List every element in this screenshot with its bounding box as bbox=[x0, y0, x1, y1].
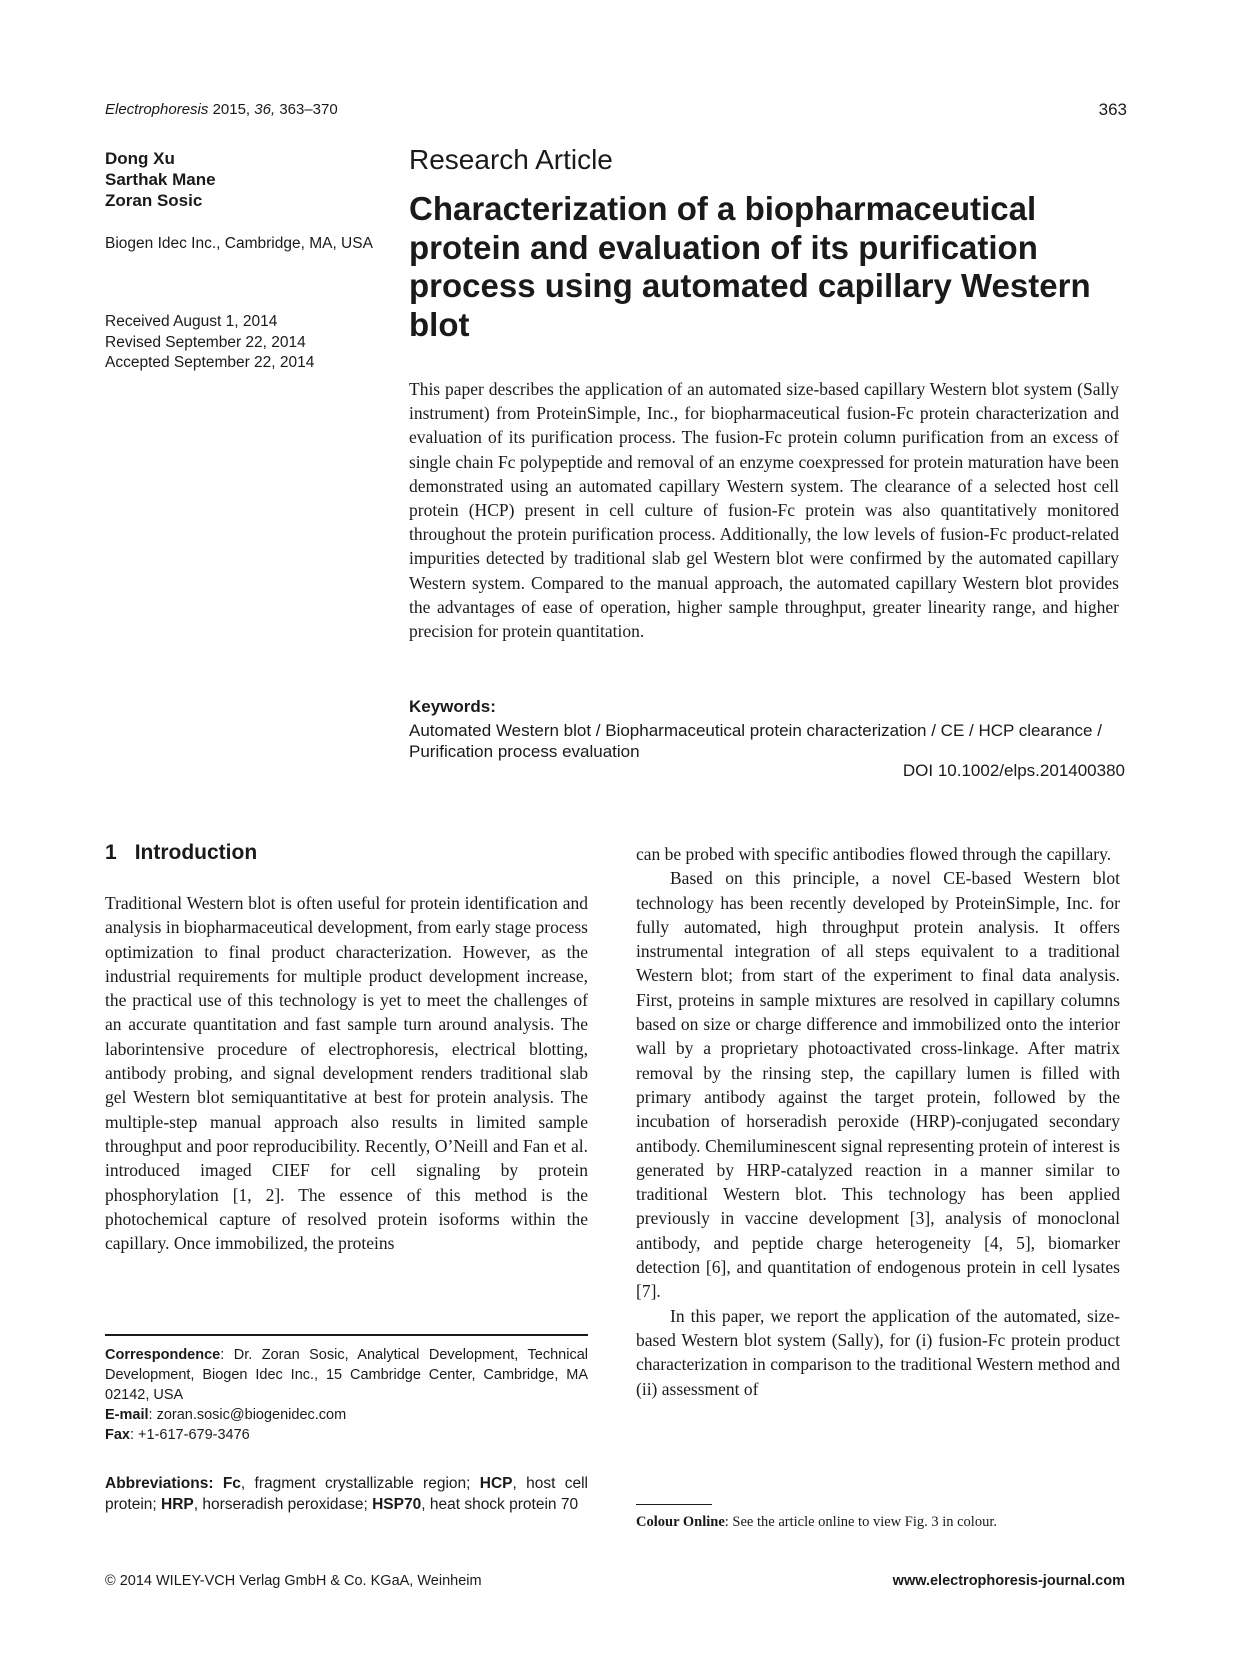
journal-url: www.electrophoresis-journal.com bbox=[892, 1573, 1125, 1589]
body-paragraph: can be probed with specific antibodies flowed through the capillary. bbox=[636, 844, 1112, 864]
keywords-list: Automated Western blot / Biopharmaceutical protein characterization / CE / HCP clearance / Purification process evaluation bbox=[409, 721, 1102, 761]
intro-left-column bbox=[105, 891, 588, 1255]
journal-volume: 36, bbox=[254, 101, 276, 118]
keywords-label: Keywords: bbox=[409, 697, 496, 716]
body-paragraph: Based on this principle, a novel CE-based Western blot technology has been recently developed by ProteinSimple, Inc. for fully automated, high throughput protein analysis. It offers instrumental integration of all steps equivalent to a traditional Western blot; from start of the experiment to final data analysis. First, proteins in sample mixtures are resolved in capillary columns based on size or charge difference and immobilized onto the interior wall by a proprietary photoactivated cross-linkage. After matrix removal by the rinsing step, the capillary lumen is filled with primary antibody against the target protein, followed by the incubation of horseradish peroxide (HRP)-conjugated secondary antibody. Chemiluminescent signal representing protein of interest is generated by HRP-catalyzed reaction in a manner similar to traditional Western blot. This technology has been applied previously in vaccine development [3], analysis of monoclonal antibody, and peptide charge heterogeneity [4, 5], biomarker detection [6], and quantitation of endogenous protein in cell lysates [7]. bbox=[636, 868, 1120, 1302]
revised-date: Revised September 22, 2014 bbox=[105, 333, 306, 351]
author-name: Sarthak Mane bbox=[105, 170, 216, 189]
received-date: Received August 1, 2014 bbox=[105, 313, 278, 330]
article-dates bbox=[105, 312, 380, 374]
page-number: 363 bbox=[1098, 100, 1127, 119]
copyright-notice: © 2014 WILEY-VCH Verlag GmbH & Co. KGaA, Weinheim bbox=[105, 1573, 482, 1589]
author-name: Dong Xu bbox=[105, 149, 175, 168]
colour-online-note: Colour Online: See the article online to view Fig. 3 in colour. bbox=[636, 1514, 997, 1530]
body-paragraph: In this paper, we report the application of the automated, size-based Western blot system (Sally), for (i) fusion-Fc protein product characterization in comparison to the traditional Western method and (ii) assessment of bbox=[636, 1305, 1120, 1399]
journal-year: 2015, bbox=[212, 101, 251, 118]
author-name: Zoran Sosic bbox=[105, 191, 203, 210]
journal-pages: 363–370 bbox=[279, 101, 338, 118]
correspondence-address: Correspondence: Dr. Zoran Sosic, Analytical Development, Technical Development, Biogen Idec Inc., 15 Cambridge Center, Cambridge, MA 02142, USA bbox=[105, 1347, 588, 1403]
section-title: Introduction bbox=[134, 841, 258, 864]
section-heading-introduction bbox=[105, 841, 257, 865]
footnote-divider bbox=[105, 1334, 588, 1336]
author-affiliation: Biogen Idec Inc., Cambridge, MA, USA bbox=[105, 235, 373, 252]
intro-right-column bbox=[636, 842, 1120, 1401]
accepted-date: Accepted September 22, 2014 bbox=[105, 354, 315, 371]
email-label: E-mail bbox=[105, 1407, 149, 1423]
footnote-divider bbox=[636, 1504, 712, 1505]
journal-name: Electrophoresis bbox=[105, 101, 209, 118]
abstract: This paper describes the application of an automated size-based capillary Western blot system (Sally instrument) from ProteinSimple, Inc., for biopharmaceutical fusion-Fc protein characterization and evaluation of its purification process. The fusion-Fc protein column purification from an excess of single chain Fc polypeptide and removal of an enzyme coexpressed for protein maturation have been demonstrated using an automated capillary Western system. The clearance of a selected host cell protein (HCP) present in cell culture of fusion-Fc protein was also quantitatively monitored throughout the protein purification process. Additionally, the low levels of fusion-Fc product-related impurities detected by traditional slab gel Western blot were confirmed by the automated capillary Western system. Compared to the manual approach, the automated capillary Western blot provides the advantages of ease of operation, higher sample throughput, greater linearity range, and higher precision for protein quantitation. bbox=[409, 379, 1119, 642]
article-type: Research Article bbox=[409, 144, 613, 175]
body-paragraph: Traditional Western blot is often useful for protein identification and analysis in biopharmaceutical development, from early stage process optimization to final product characterization. However, as the industrial requirements for multiple product development increase, the practical use of this technology is yet to meet the challenges of an accurate quantitation and fast sample turn around analysis. The laborintensive procedure of electrophoresis, electrical blotting, antibody probing, and signal development renders traditional slab gel Western blot semiquantitative at best for protein analysis. The multiple-step manual approach also results in limited sample throughput and poor reproducibility. Recently, O’Neill and Fan et al. introduced imaged CIEF for cell signaling by protein phosphorylation [1, 2]. The essence of this method is the photochemical capture of resolved protein isoforms within the capillary. Once immobilized, the proteins bbox=[105, 893, 588, 1254]
fax-label: Fax bbox=[105, 1427, 130, 1443]
abbreviations-label: Abbreviations: bbox=[105, 1475, 214, 1492]
article-title: Characterization of a biopharmaceutical protein and evaluation of its purification process using automated capillary Western blot bbox=[409, 190, 1091, 343]
abbreviations-footnote: Abbreviations: Fc, fragment crystallizable region; HCP, host cell protein; HRP, horseradish peroxidase; HSP70, heat shock protein 70 bbox=[105, 1475, 588, 1513]
section-number: 1 bbox=[105, 841, 117, 864]
correspondence-fax: Fax: +1-617-679-3476 bbox=[105, 1427, 250, 1443]
correspondence-footnote bbox=[105, 1345, 588, 1445]
author-list bbox=[105, 148, 375, 211]
colour-online-label: Colour Online bbox=[636, 1514, 725, 1530]
correspondence-email: E-mail: zoran.sosic@biogenidec.com bbox=[105, 1407, 347, 1423]
journal-reference bbox=[105, 101, 338, 118]
correspondence-label: Correspondence bbox=[105, 1347, 221, 1363]
doi: DOI 10.1002/elps.201400380 bbox=[902, 761, 1125, 780]
